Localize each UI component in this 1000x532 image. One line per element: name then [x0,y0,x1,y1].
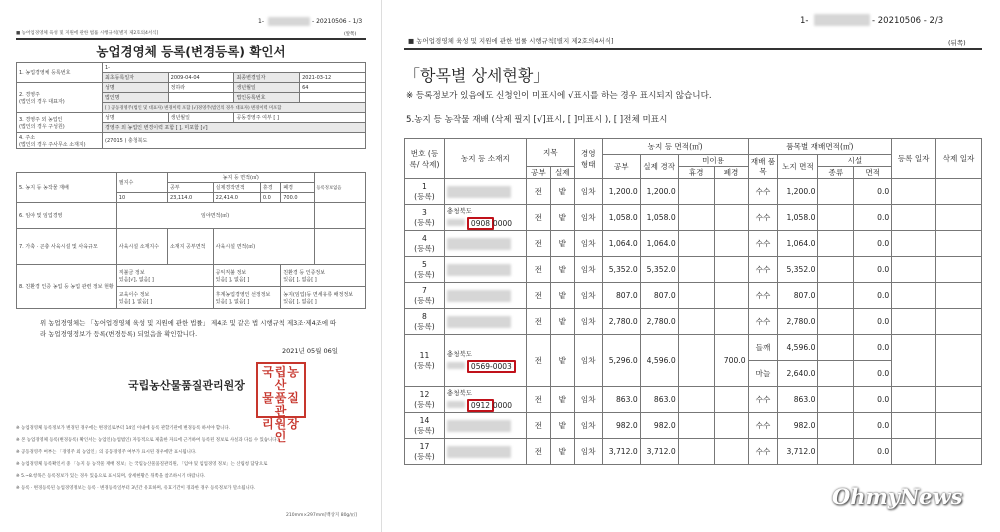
redacted [447,362,465,369]
cell-facility-kind [818,231,854,257]
row-status: (등록) [414,425,435,435]
cell-address [444,309,526,335]
confirmation-document-page1 [0,0,382,532]
cell-fallow [678,335,714,387]
cell-jimok-act: 밭 [550,179,574,205]
cell-type: 임차 [574,257,602,283]
cell-jimok-pub: 전 [526,179,550,205]
cell-open-area: 4,596.0 [778,335,818,361]
cell-idle [714,257,748,283]
table-row [405,439,982,465]
cell-facility-kind [818,179,854,205]
cell-open-area: 5,352.0 [778,257,818,283]
cell-facility-area: 0.0 [854,387,892,413]
cell-address [444,413,526,439]
cell-crop: 들깨 [748,335,778,361]
table-row [405,387,982,413]
redacted [814,14,870,26]
cell-jimok-act: 밭 [550,283,574,309]
cell-crop: 수수 [748,231,778,257]
cell-actual-area: 1,058.0 [640,205,678,231]
col-farea: 면적 [854,167,892,179]
cell-facility-area: 0.0 [854,361,892,387]
redacted-address [447,316,511,328]
row-status: (등록) [414,243,435,253]
table-row [405,205,982,231]
col-actual: 실제 경작 [640,155,678,179]
cell-crop: 수수 [748,205,778,231]
lot-suffix: 0000 [492,219,513,228]
note-3: ※ 공동경영주 여부는 「경영주 외 농업인」의 공동경영주 여부가 표시된 경우에만 표시됩니다. [16,450,197,455]
official-seal: 국립농산 물품질관 리원장인 [256,362,306,418]
redacted-address [447,238,511,250]
redacted [447,401,465,408]
cell-type: 임차 [574,205,602,231]
cell-address [444,257,526,283]
right-title: 「항목별 상세현황」 [404,66,550,85]
cell-facility-area: 0.0 [854,335,892,361]
cell-jimok-pub: 전 [526,309,550,335]
cell-no [405,283,445,309]
cell-crop: 수수 [748,179,778,205]
cell-facility-kind [818,387,854,413]
col-idle: 폐경 [714,167,748,179]
row-number: 4 [422,233,427,243]
cell-facility-kind [818,283,854,309]
cell-facility-area: 0.0 [854,439,892,465]
row-number: 1 [422,181,427,191]
cell-idle [714,205,748,231]
row-status: (등록) [414,191,435,201]
cell-jimok-pub: 전 [526,439,550,465]
cell-actual-area: 1,200.0 [640,179,678,205]
cell-facility-area: 0.0 [854,257,892,283]
right-header-no: 1- [800,16,809,26]
note-4: ※ 농업경영체 등록확인서 중 「농지 등 농작물 재배 정보」는 국립농산물품질관리원, 「임야 및 임업경영 정보」는 산림청 담당으로 [16,462,268,467]
col-jimok-act: 실제 [550,167,574,179]
cell-regdate [892,387,936,413]
cell-fallow [678,439,714,465]
cell-fallow [678,283,714,309]
cell-jimok-pub: 전 [526,257,550,283]
cell-crop: 수수 [748,309,778,335]
cell-pub-area: 1,200.0 [602,179,640,205]
watermark: OhmyNews [832,484,963,509]
col-crop: 재배 품목 [748,155,778,179]
col-regdate: 등록 일자 [892,139,936,179]
cell-jimok-act: 밭 [550,257,574,283]
cell-regdate [892,309,936,335]
cell-fallow [678,231,714,257]
cell-jimok-act: 밭 [550,231,574,257]
redacted [268,17,310,26]
cell-type: 임차 [574,309,602,335]
cell-fallow [678,309,714,335]
cell-idle [714,309,748,335]
cell-address [444,283,526,309]
cell-open-area: 2,780.0 [778,309,818,335]
cell-address [444,179,526,205]
row-number: 14 [419,415,430,425]
row-number: 8 [422,311,427,321]
cell-regdate [892,439,936,465]
right-header-date: - 20210506 - 2/3 [872,16,944,26]
cell-deldate [936,309,982,335]
redacted-address [447,186,511,198]
row-status: (등록) [414,295,435,305]
cell-facility-area: 0.0 [854,309,892,335]
col-no: 번호 (등록/ 삭제) [405,139,445,179]
cell-type: 임차 [574,283,602,309]
redacted-address [447,446,511,458]
cell-no [405,205,445,231]
col-crop-area: 품목별 재배면적(㎡) [748,139,892,155]
cell-facility-kind [818,413,854,439]
cell-jimok-act: 밭 [550,387,574,413]
left-body-text: 위 농업경영체는 「농어업경영체 육성 및 지원에 관한 법률」 제4조 및 같은 법 시행규칙 제3조·제4조에 따라 농업경영정보가 등록(변경등록) 되었음을 확인합니다. [40,319,337,338]
farmland-summary-table: 5. 농지 등 농작물 재배 필지수 농지 등 면적(㎡) 등록정보없음 공부 실제경작면적 휴경 폐경 10 23,114.0 22,414.0 0.0 700.0 6. 임야 및 임업경영 임야면적(㎡) 7. 가축 · 곤충 사육시설 및 사육규모 사육시설 소재지수 소재지 공부면적 사육시설 면적(㎡) 8. 친환경 인증 농업 등 농업 관련 정보 현황 직불금 정보 있음[√], 없음[ ] 공익직불 정보 있음[ ], 없음[ ] 친환경 등 인증정보 있음[ ], 없음[ ] 교육이수 정보 있음[ ], 없음[ ] 후계농업경영인 선정정보 있음[ ], 없음[ ] 농지(임업)등 면세유류 배정정보 있음[ ], 없음[ ] [16,172,366,309]
cell-facility-area: 0.0 [854,413,892,439]
cell-jimok-pub: 전 [526,335,550,387]
cell-type: 임차 [574,335,602,387]
cell-jimok-pub: 전 [526,283,550,309]
cell-regdate [892,205,936,231]
col-jimok: 지목 [526,139,574,167]
cell-facility-kind [818,439,854,465]
cell-open-area: 1,064.0 [778,231,818,257]
cell-crop: 수수 [748,439,778,465]
cell-idle: 700.0 [714,335,748,387]
issue-date: 2021년 05월 06일 [282,347,339,355]
paper-size: 210mm×297mm[백상지 80g/㎡] [286,513,358,518]
cell-type: 임차 [574,231,602,257]
cell-deldate [936,413,982,439]
cell-type: 임차 [574,439,602,465]
cell-jimok-pub: 전 [526,205,550,231]
note-6: ※ 등록 · 변경등록된 농업경영정보는 등록 · 변경등록일부터 3년간 유효하며, 유효기간이 경과한 경우 등록정보가 말소됩니다. [16,486,256,491]
cell-deldate [936,439,982,465]
cell-crop: 수수 [748,283,778,309]
cell-open-area: 807.0 [778,283,818,309]
cell-address [444,205,526,231]
col-type: 경영 형태 [574,139,602,179]
cell-jimok-pub: 전 [526,387,550,413]
cell-crop: 수수 [748,413,778,439]
notes [16,423,366,495]
cell-actual-area: 982.0 [640,413,678,439]
cell-deldate [936,387,982,413]
lot-suffix: 0000 [492,401,513,410]
cell-no [405,179,445,205]
left-title: 농업경영체 등록(변경등록) 확인서 [96,44,286,59]
row-number: 5 [422,259,427,269]
cell-facility-area: 0.0 [854,283,892,309]
cell-deldate [936,335,982,387]
cell-pub-area: 5,352.0 [602,257,640,283]
cell-address [444,387,526,413]
col-fallow: 휴경 [678,167,714,179]
cell-open-area: 1,058.0 [778,205,818,231]
col-area: 농지 등 면적(㎡) [602,139,748,155]
row-status: (등록) [414,451,435,461]
cell-regdate [892,257,936,283]
cell-address [444,335,526,387]
cell-pub-area: 1,058.0 [602,205,640,231]
cell-crop: 마늘 [748,361,778,387]
cell-actual-area: 5,352.0 [640,257,678,283]
right-back-label: (뒤쪽) [948,39,966,47]
note-2: ※ 본 농업경영체 등록(변경등록) 확인서는 농업인(농업법인) 자동적으로 제출한 자료에 근거하여 등록된 정보로 사실과 다를 수 있습니다. [16,438,278,443]
right-form-ref: ■ 농어업경영체 육성 및 지원에 관한 법률 시행규칙[별지 제2호의4서식] [408,37,614,45]
note-1: ※ 농업경영체 등록정보가 변경된 경우에는 변경일로부터 14일 이내에 등록 관할기관에 변경등록 하셔야 합니다. [16,426,231,431]
farmland-detail-table [404,138,982,465]
row-number: 11 [419,350,430,360]
issuer-name: 국립농산물품질관리원장 [128,379,245,392]
cell-jimok-pub: 전 [526,231,550,257]
cell-no [405,309,445,335]
cell-jimok-pub: 전 [526,413,550,439]
cell-no [405,413,445,439]
address-province: 충청북도 [446,389,473,397]
left-header-date: - 20210506 - 1/3 [312,18,363,25]
cell-pub-area: 1,064.0 [602,231,640,257]
cell-deldate [936,179,982,205]
cell-open-area: 863.0 [778,387,818,413]
row-status: (등록) [414,321,435,331]
table-row [405,309,982,335]
row-status: (등록) [414,217,435,227]
cell-fallow [678,413,714,439]
cell-facility-kind [818,309,854,335]
row-number: 12 [419,389,430,399]
table-row [405,413,982,439]
cell-crop: 수수 [748,257,778,283]
cell-jimok-act: 밭 [550,309,574,335]
cell-jimok-act: 밭 [550,439,574,465]
table-row [405,335,982,361]
section-heading: 5.농지 등 농작물 재배 (삭제 필지 [√]표시, [ ]미표시 ), [ ]전체 미표시 [406,115,668,125]
row-status: (등록) [414,399,435,409]
cell-regdate [892,413,936,439]
cell-idle [714,387,748,413]
cell-facility-kind [818,361,854,387]
left-front-label: (앞쪽) [344,32,357,37]
registration-table: 1. 농업경영체 등록번호 1- 최초등록일자 2009-04-04 최종변경일자 2021-03-12 2. 경영주 (법인의 경우 대표자) 성명 정하라 생년월일 64 법인명 법인등록번호 [ ] 공동경영주(법인 및 대표자) 변경이력 포함 [√]경영주(법인의 경우 대표자) 변경이력 미포함 3. 경영주 외 농업인 (법인의 경우 구성원) 성명 생년월일 공동경영주 여부 [ ] 경영주 외 농업인 변경이력 포함 [ ], 미포함 [√] 4. 주소 (법인의 경우 주사무소 소재지) (27015 ) 충청북도 [16,62,366,149]
row-number: 7 [422,285,427,295]
cell-regdate [892,179,936,205]
cell-actual-area: 4,596.0 [640,335,678,387]
cell-actual-area: 3,712.0 [640,439,678,465]
col-unused: 미이용 [678,155,748,167]
highlighted-lot-number: 0569-0003 [467,360,516,373]
cell-facility-area: 0.0 [854,179,892,205]
cell-jimok-act: 밭 [550,335,574,387]
cell-pub-area: 863.0 [602,387,640,413]
cell-pub-area: 807.0 [602,283,640,309]
cell-type: 임차 [574,179,602,205]
cell-open-area: 982.0 [778,413,818,439]
cell-jimok-act: 밭 [550,413,574,439]
cell-type: 임차 [574,413,602,439]
cell-crop: 수수 [748,387,778,413]
col-open: 노지 면적 [778,155,818,179]
cell-fallow [678,387,714,413]
cell-idle [714,439,748,465]
note-5: ※ 5.~8.항목은 등록정보가 있는 경우 있음으로 표시되며, 상세현황은 뒤쪽을 참조하시기 바랍니다. [16,474,206,479]
cell-no [405,439,445,465]
cell-facility-area: 0.0 [854,205,892,231]
cell-address [444,231,526,257]
col-pub: 공부 [602,155,640,179]
cell-no [405,387,445,413]
cell-open-area: 3,712.0 [778,439,818,465]
table-row [405,283,982,309]
col-jimok-pub: 공부 [526,167,550,179]
cell-pub-area: 982.0 [602,413,640,439]
cell-regdate [892,283,936,309]
cell-actual-area: 1,064.0 [640,231,678,257]
cell-pub-area: 5,296.0 [602,335,640,387]
left-form-ref: ■ 농어업경영체 육성 및 지원에 관한 법률 시행규칙[별지 제2호의4서식] [16,31,159,36]
cell-no [405,335,445,387]
col-address: 농지 등 소재지 [444,139,526,179]
cell-no [405,231,445,257]
col-deldate: 삭제 일자 [936,139,982,179]
redacted-address [447,420,511,432]
detail-document-page2 [386,0,1000,532]
redacted-address [447,264,511,276]
cell-address [444,439,526,465]
cell-open-area: 2,640.0 [778,361,818,387]
cell-fallow [678,179,714,205]
cell-regdate [892,335,936,387]
row-number: 3 [422,207,427,217]
cell-deldate [936,231,982,257]
cell-no [405,257,445,283]
cell-type: 임차 [574,387,602,413]
cell-facility-area: 0.0 [854,231,892,257]
cell-jimok-act: 밭 [550,205,574,231]
cell-actual-area: 807.0 [640,283,678,309]
cell-pub-area: 3,712.0 [602,439,640,465]
redacted [447,219,465,226]
address-province: 충청북도 [446,207,473,215]
redacted-address [447,290,511,302]
table-row [405,179,982,205]
cell-idle [714,413,748,439]
cell-deldate [936,205,982,231]
cell-pub-area: 2,780.0 [602,309,640,335]
table-row [405,231,982,257]
table-row [405,257,982,283]
cell-deldate [936,283,982,309]
cell-facility-kind [818,257,854,283]
cell-fallow [678,205,714,231]
cell-fallow [678,257,714,283]
cell-deldate [936,257,982,283]
cell-idle [714,283,748,309]
col-kind: 종류 [818,167,854,179]
col-facility: 시설 [818,155,892,167]
cell-open-area: 1,200.0 [778,179,818,205]
row-status: (등록) [414,360,435,370]
highlighted-lot-number: 0908 [467,217,494,230]
cell-idle [714,179,748,205]
cell-facility-kind [818,335,854,361]
cell-actual-area: 2,780.0 [640,309,678,335]
cell-regdate [892,231,936,257]
right-note: ※ 등록정보가 있음에도 신청인이 미표시에 √표시를 하는 경우 표시되지 않습니다. [406,91,712,101]
cell-actual-area: 863.0 [640,387,678,413]
row-status: (등록) [414,269,435,279]
highlighted-lot-number: 0912 [467,399,494,412]
address-province: 충청북도 [446,350,473,358]
left-header-no: 1- [258,18,264,25]
row-number: 17 [419,441,430,451]
cell-facility-kind [818,205,854,231]
cell-idle [714,231,748,257]
